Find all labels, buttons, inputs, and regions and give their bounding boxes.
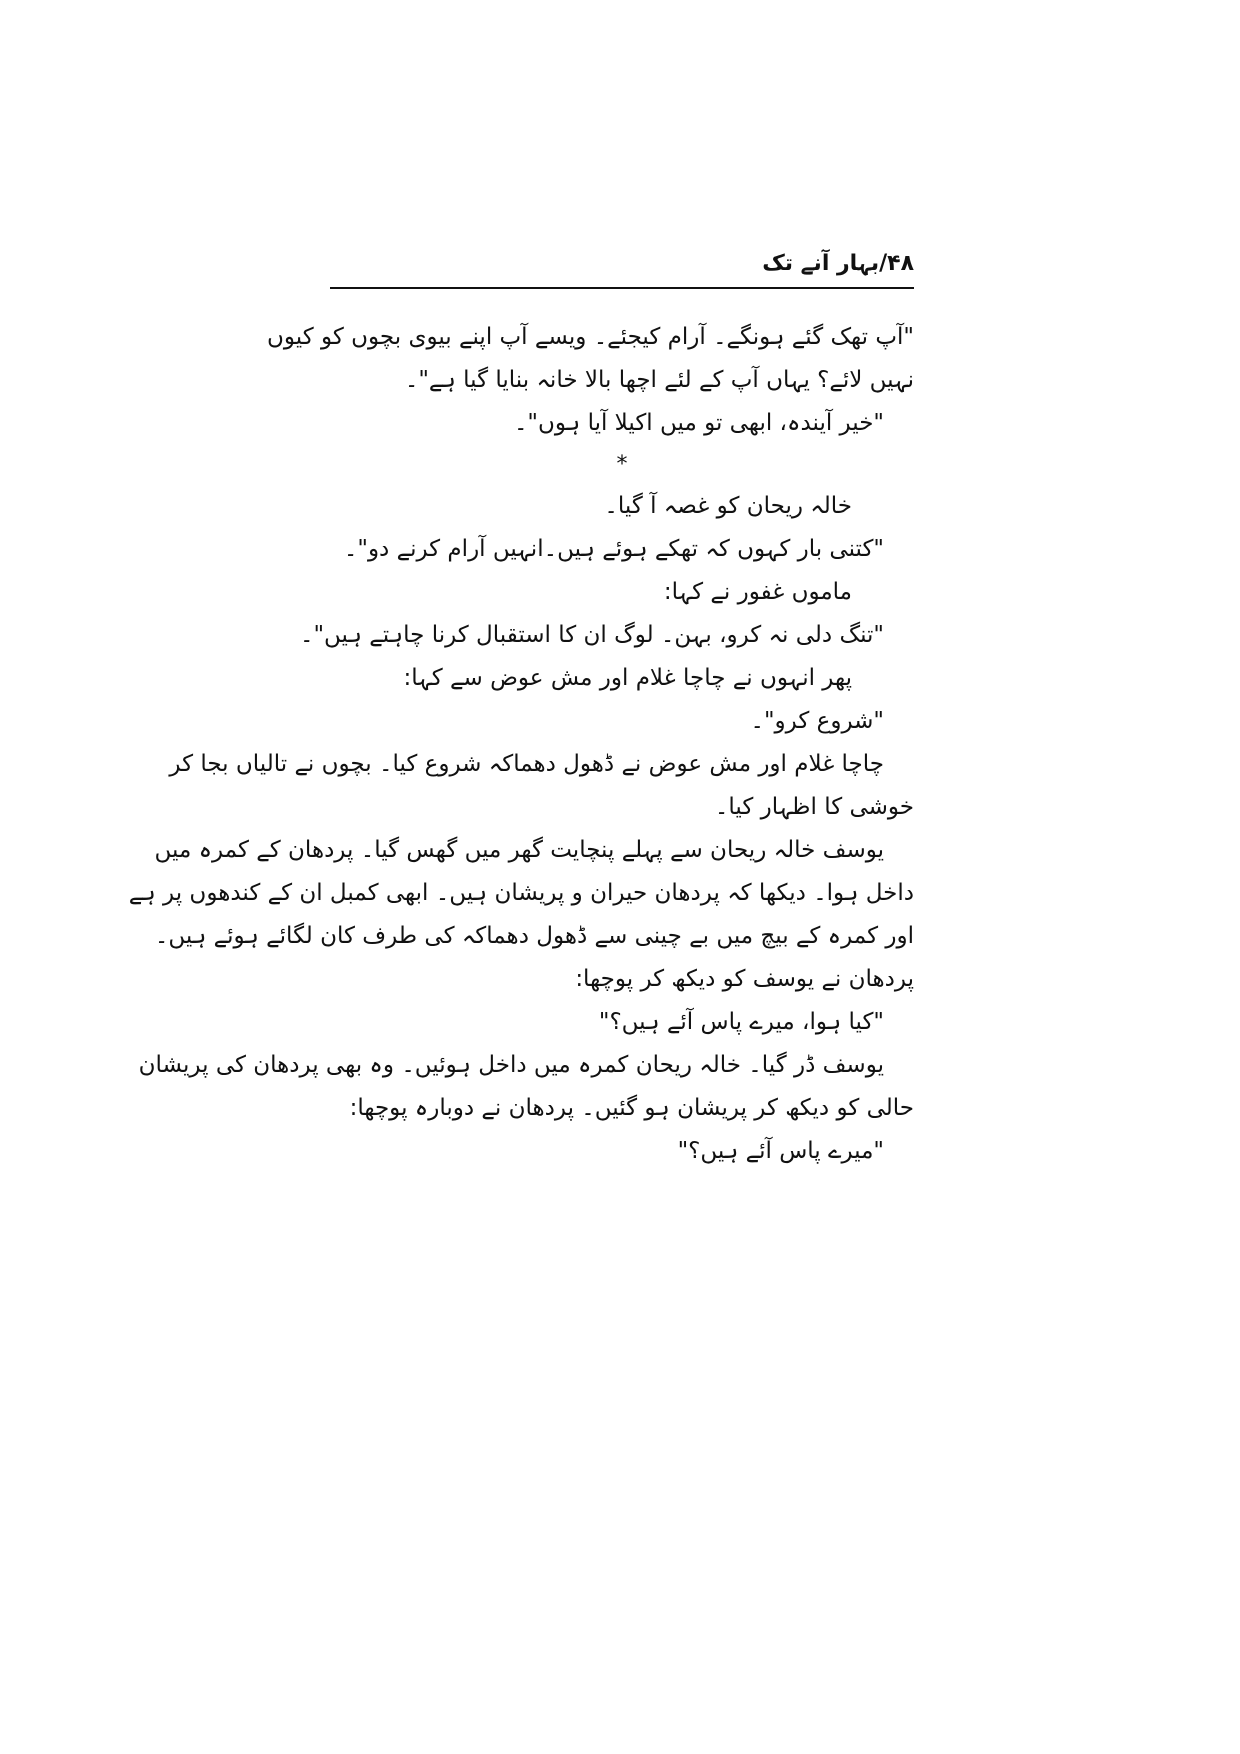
text-line: "آپ تھک گئے ہونگے۔ آرام کیجئے۔ ویسے آپ اپنے بیوی بچوں کو کیوں <box>267 324 914 350</box>
text-line: پھر انہوں نے چاچا غلام اور مش عوض سے کہا: <box>403 665 852 691</box>
text-line: داخل ہوا۔ دیکھا کہ پردھان حیران و پریشان ہیں۔ ابھی کمبل ان کے کندھوں پر ہے <box>128 880 914 906</box>
text-line: اور کمرہ کے بیچ میں بے چینی سے ڈھول دھماکہ کی طرف کان لگائے ہوئے ہیں۔ <box>154 923 914 949</box>
text-line: یوسف ڈر گیا۔ خالہ ریحان کمرہ میں داخل ہوئیں۔ وہ بھی پردھان کی پریشان <box>138 1052 884 1078</box>
text-line: نہیں لائے؟ یہاں آپ کے لئے اچھا بالا خانہ بنایا گیا ہے"۔ <box>404 367 914 393</box>
text-line: خالہ ریحان کو غصہ آ گیا۔ <box>604 493 852 519</box>
text-line: "تنگ دلی نہ کرو، بہن۔ لوگ ان کا استقبال کرنا چاہتے ہیں"۔ <box>299 622 884 648</box>
text-line: "میرے پاس آئے ہیں؟" <box>677 1138 884 1164</box>
text-line: "شروع کرو"۔ <box>750 708 884 734</box>
text-line: خوشی کا اظہار کیا۔ <box>714 794 914 820</box>
text-line: حالی کو دیکھ کر پریشان ہو گئیں۔ پردھان نے دوبارہ پوچھا: <box>349 1095 914 1121</box>
text-line: "خیر آیندہ، ابھی تو میں اکیلا آیا ہوں"۔ <box>513 410 884 436</box>
text-line: چاچا غلام اور مش عوض نے ڈھول دھماکہ شروع کیا۔ بچوں نے تالیاں بجا کر <box>169 751 884 777</box>
header-rule <box>330 287 914 289</box>
text-line: ماموں غفور نے کہا: <box>663 579 852 605</box>
text-line: "کتنی بار کہوں کہ تھکے ہوئے ہیں۔انہیں آرام کرنے دو"۔ <box>343 536 884 562</box>
body-text <box>128 316 914 1173</box>
text-line: "کیا ہوا، میرے پاس آئے ہیں؟" <box>598 1009 884 1035</box>
running-header: ۴۸/بہار آنے تک <box>762 251 914 276</box>
text-line: یوسف خالہ ریحان سے پہلے پنچایت گھر میں گھس گیا۔ پردھان کے کمرہ میں <box>154 837 884 863</box>
section-separator: * <box>616 452 628 477</box>
text-line: پردھان نے یوسف کو دیکھ کر پوچھا: <box>575 966 914 992</box>
